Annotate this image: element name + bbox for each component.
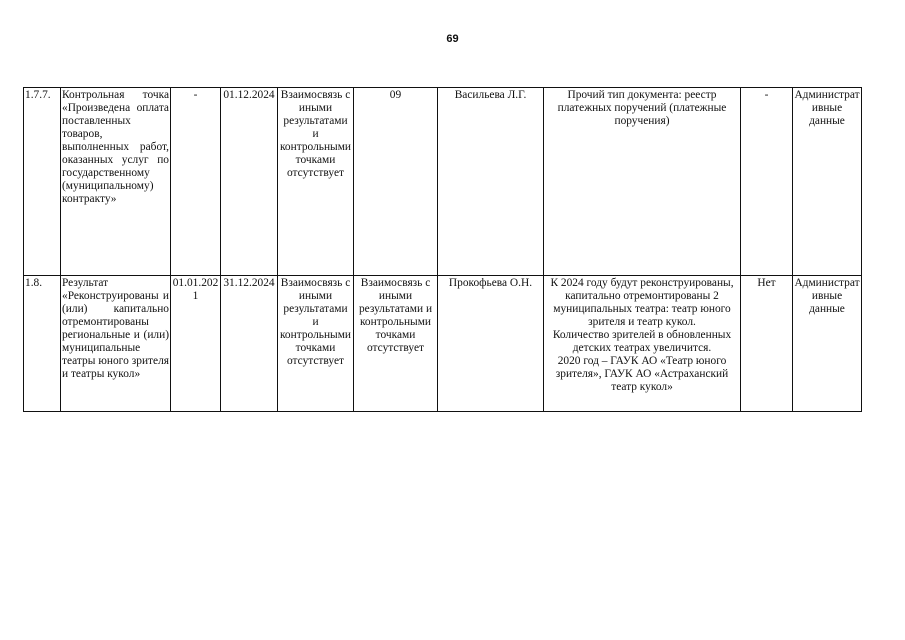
table-row — [24, 88, 862, 276]
plan-table — [23, 87, 862, 412]
responsible-cell: Васильева Л.Г. — [438, 88, 544, 276]
link-second-cell: Взаимосвязь с иными результатами и контрольными точками отсутствует — [354, 276, 438, 412]
table-row — [24, 276, 862, 412]
link-results-cell: Взаимосвязь с иными результатами и контрольными точками отсутствует — [278, 88, 354, 276]
start-date-cell: 01.01.2021 — [171, 276, 221, 412]
flag-cell: Нет — [741, 276, 793, 412]
end-date-cell: 01.12.2024 — [221, 88, 278, 276]
start-date-cell: - — [171, 88, 221, 276]
info-system-cell: Административные данные — [793, 276, 862, 412]
responsible-cell: Прокофьева О.Н. — [438, 276, 544, 412]
link-second-cell: 09 — [354, 88, 438, 276]
row-name-cell: Контрольная точка «Произведена оплата поставленных товаров, выполненных работ, оказанных услуг по государственному (муниципальному) контракту» — [61, 88, 171, 276]
description-cell: Прочий тип документа: реестр платежных поручений (платежные поручения) — [544, 88, 741, 276]
flag-cell: - — [741, 88, 793, 276]
description-cell: К 2024 году будут реконструированы, капитально отремонтированы 2 муниципальных театра: театр юного зрителя и театр кукол. Количество зрителей в обновленных детских театрах увеличится. 2020 год – ГАУК АО «Театр юного зрителя», ГАУК АО «Астраханский театр кукол» — [544, 276, 741, 412]
link-results-cell: Взаимосвязь с иными результатами и контрольными точками отсутствует — [278, 276, 354, 412]
page-number: 69 — [446, 33, 459, 45]
info-system-cell: Административные данные — [793, 88, 862, 276]
row-number-cell: 1.8. — [24, 276, 61, 412]
row-number-cell: 1.7.7. — [24, 88, 61, 276]
row-name-cell: Результат «Реконструированы и (или) капитально отремонтированы региональные и (или) муниципальные театры юного зрителя и театры кукол» — [61, 276, 171, 412]
end-date-cell: 31.12.2024 — [221, 276, 278, 412]
